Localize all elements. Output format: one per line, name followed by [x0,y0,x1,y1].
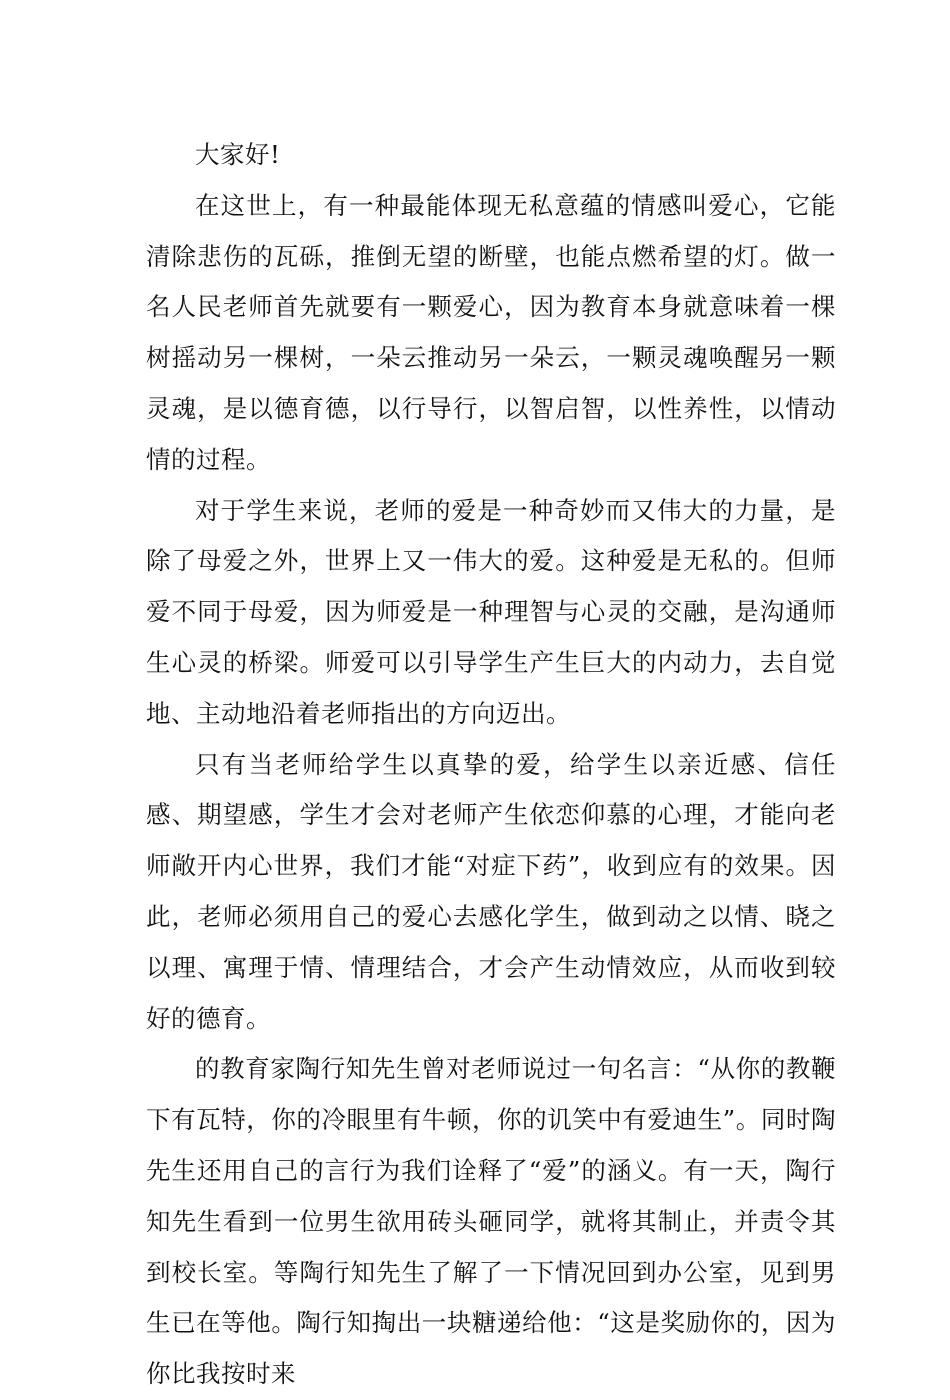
greeting: 大家好! [195,140,281,169]
paragraph: 的教育家陶行知先生曾对老师说过一句名言：“从你的教鞭下有瓦特，你的冷眼里有牛顿，你的讥笑中有爱迪生”。同时陶先生还用自己的言行为我们诠释了“爱”的涵义。有一天，陶行知先生看到一位男生欲用砖头砸同学，就将其制止，并责令其到校长室。等陶行知先生了解了一下情况回到办公室，见到男生已在等他。陶行知掏出一块糖递给他：“这是奖励你的，因为你比我按时来 [146,1054,836,1389]
paragraph: 在这世上，有一种最能体现无私意蕴的情感叫爱心，它能清除悲伤的瓦砾，推倒无望的断壁，也能点燃希望的灯。做一名人民老师首先就要有一颗爱心，因为教育本身就意味着一棵树摇动另一棵树，一朵云推动另一朵云，一颗灵魂唤醒另一颗灵魂，是以德育德，以行导行，以智启智，以性养性，以情动情的过程。 [146,190,836,474]
paragraph: 只有当老师给学生以真挚的爱，给学生以亲近感、信任感、期望感，学生才会对老师产生依恋仰慕的心理，才能向老师敞开内心世界，我们才能“对症下药”，收到应有的效果。因此，老师必须用自己的爱心去感化学生，做到动之以情、晓之以理、寓理于情、情理结合，才会产生动情效应，从而收到较好的德育。 [146,749,836,1033]
paragraph: 对于学生来说，老师的爱是一种奇妙而又伟大的力量，是除了母爱之外，世界上又一伟大的爱。这种爱是无私的。但师爱不同于母爱，因为师爱是一种理智与心灵的交融，是沟通师生心灵的桥梁。师爱可以引导学生产生巨大的内动力，去自觉地、主动地沿着老师指出的方向迈出。 [146,495,836,728]
document-page [146,130,836,1400]
